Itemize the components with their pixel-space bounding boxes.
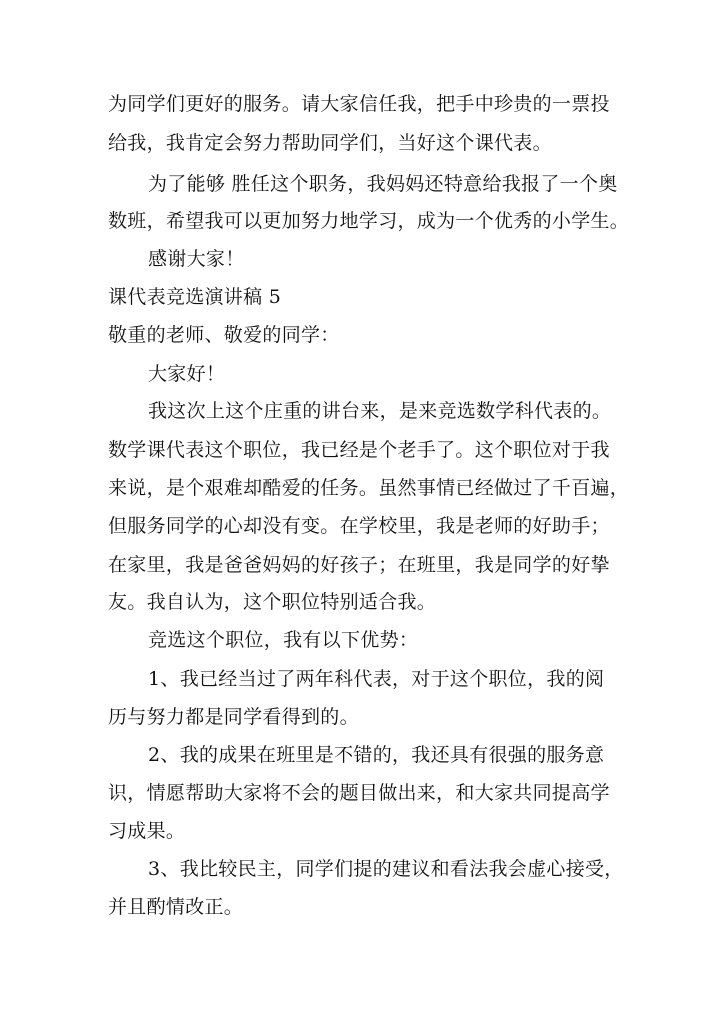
text-line: 1、我已经当过了两年科代表，对于这个职位，我的阅 [148, 668, 605, 690]
section-title: 课代表竞选演讲稿 5 [108, 286, 282, 308]
text-line: 我这次上这个庄重的讲台来，是来竞选数学科代表的。 [148, 400, 612, 422]
text-line: 习成果。 [108, 820, 186, 842]
text-line: 竞选这个职位，我有以下优势： [148, 629, 419, 651]
text-line: 给我，我肯定会努力帮助同学们，当好这个课代表。 [108, 132, 552, 154]
text-line: 识，情愿帮助大家将不会的题目做出来，和大家共同提高学 [108, 782, 610, 804]
text-line: 2、我的成果在班里是不错的，我还具有很强的服务意 [148, 744, 605, 766]
text-line: 为同学们更好的服务。请大家信任我，把手中珍贵的一票投 [108, 93, 610, 115]
text-line: 在家里，我是爸爸妈妈的好孩子；在班里，我是同学的好挚 [108, 554, 610, 576]
text-line: 大家好！ [148, 363, 226, 385]
text-line: 3、我比较民主，同学们提的建议和看法我会虚心接受， [148, 858, 624, 880]
text-line: 数学课代表这个职位，我已经是个老手了。这个职位对于我 [108, 439, 610, 461]
greeting-line: 敬重的老师、敬爱的同学： [108, 324, 340, 346]
text-line: 感谢大家！ [148, 248, 245, 270]
text-line: 来说，是个艰难却酷爱的任务。虽然事情已经做过了千百遍， [108, 477, 630, 499]
text-line: 为了能够 胜任这个职务，我妈妈还特意给我报了一个奥 [148, 173, 618, 195]
text-line: 但服务同学的心却没有变。在学校里，我是老师的好助手； [108, 515, 610, 537]
text-line: 历与努力都是同学看得到的。 [108, 706, 359, 728]
text-line: 友。我自认为，这个职位特别适合我。 [108, 591, 437, 613]
text-line: 并且酌情改正。 [108, 896, 244, 918]
text-line: 数班，希望我可以更加努力地学习，成为一个优秀的小学生。 [108, 210, 630, 232]
